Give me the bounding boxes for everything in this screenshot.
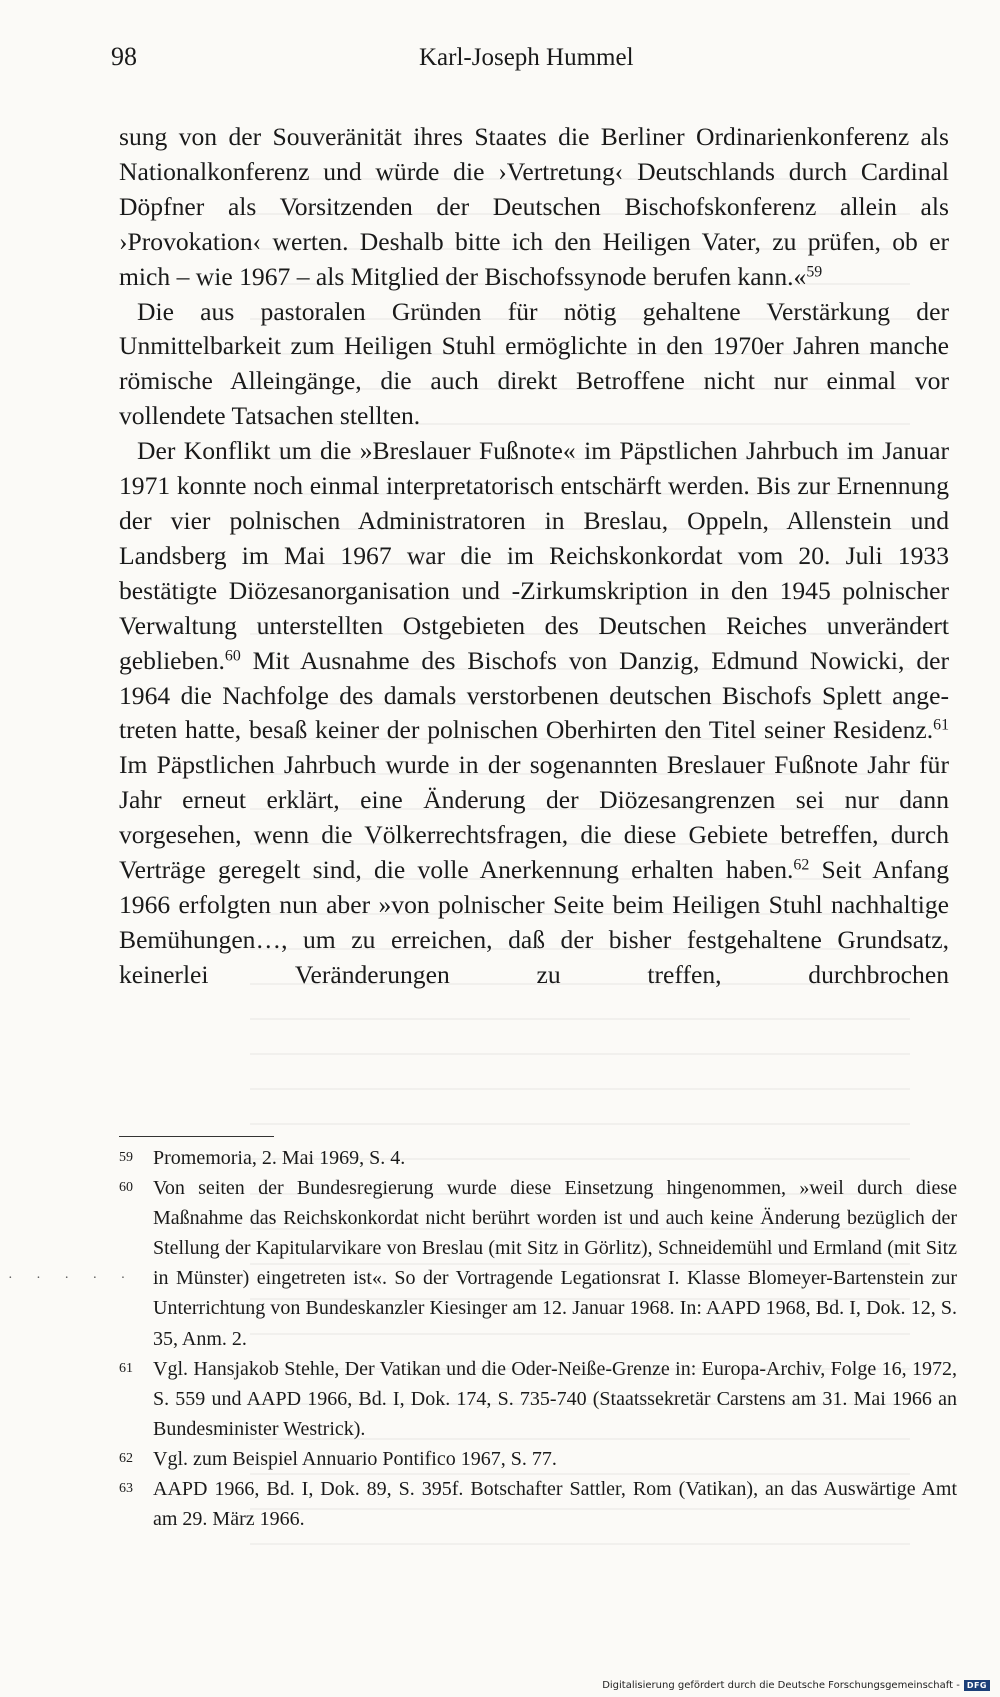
paragraph-3-text-a: Der Konflikt um die »Breslauer Fußnote« im Päpstlichen Jahrbuch im Januar 1971 konnte noch einmal interpretatorisch entschärft werden. Bis zur Ernennung der vier polnischen Administratoren in Breslau, Oppeln, Allenstein und Landsberg im Mai 1967 war die im Reichskonkordat vom 20. Juli 1933 bestätigte Diözesanorganisation und -Zirkumskription in den 1945 polnischer Verwaltung unterstellten Ostgebieten des Deutschen Reiches unverändert geblieben. <box>119 436 949 675</box>
main-text <box>119 120 949 993</box>
page-number: 98 <box>111 42 137 71</box>
footnote-ref-59: 59 <box>806 262 823 280</box>
paragraph-3 <box>119 434 949 993</box>
footnote-60 <box>119 1173 957 1354</box>
footnote-text: Vgl. Hansjakob Stehle, Der Vatikan und die Oder-Neiße-Grenze in: Europa-Archiv, Folge 16, 1972, S. 559 und AAPD 1966, Bd. I, Dok. 174, S. 735-740 (Staatssekretär Carstens am 31. Mai 1966 an Bundesminister Westrick). <box>153 1357 957 1440</box>
page-header <box>111 42 910 76</box>
paragraph-3-text-d: Seit Anfang 1966 erfolgten nun aber »von polnischer Seite beim Heiligen Stuhl nachhaltige Bemühungen…, um zu erreichen, daß der bisher festgehaltene Grundsatz, keinerlei Veränderungen zu treffen, durchbrochen <box>119 855 949 989</box>
credit-text: Digitalisierung gefördert durch die Deutsche Forschungsgemeinschaft - <box>602 1680 960 1691</box>
dfg-logo-icon: DFG <box>964 1680 990 1691</box>
digitization-credit <box>602 1680 990 1691</box>
footnote-number: 59 <box>119 1150 133 1165</box>
footnote-61 <box>119 1354 957 1444</box>
footnote-ref-60: 60 <box>224 646 241 664</box>
paragraph-1 <box>119 120 949 295</box>
running-head: Karl-Joseph Hummel <box>419 44 634 71</box>
paragraph-2: Die aus pastoralen Gründen für nötig gehaltene Verstärkung der Unmittelbarkeit zum Heiligen Stuhl ermöglichte in den 1970er Jahren manche römische Alleingänge, die auch direkt Betroffene nicht nur einmal vor vollendete Tatsachen stellten. <box>119 296 949 431</box>
footnote-separator <box>119 1136 274 1137</box>
footnote-text: Promemoria, 2. Mai 1969, S. 4. <box>153 1147 406 1169</box>
paragraph-3-text-b: Mit Ausnahme des Bischofs von Danzig, Edmund Nowicki, der 1964 die Nachfolge des damals verstorbenen deutschen Bischofs Splett angetreten hatte, besaß keiner der polnischen Oberhirten den Titel seiner Residenz. <box>119 645 949 745</box>
footnote-63 <box>119 1474 957 1534</box>
footnote-number: 63 <box>119 1481 133 1497</box>
footnote-number: 61 <box>119 1360 133 1376</box>
footnote-text: Von seiten der Bundesregierung wurde diese Einsetzung hingenommen, »weil durch diese Maßnahme das Reichskonkordat nicht berührt worden ist und auch keine Änderung bezüglich der Stellung der Kapitularvikare von Breslau (mit Sitz in Görlitz), Schneidemühl und Ermland (mit Sitz in Münster) eingetreten ist«. So der Vortragende Legationsrat I. Klasse Blomeyer-Bartenstein zur Unterrichtung von Bundeskanzler Kiesinger am 12. Januar 1968. In: AAPD 1968, Bd. I, Dok. 12, S. 35, Anm. 2. <box>153 1177 957 1350</box>
footnote-ref-61: 61 <box>933 716 949 734</box>
footnote-number: 62 <box>119 1450 133 1466</box>
footnote-text: Vgl. zum Beispiel Annuario Pontifico 1967, S. 77. <box>153 1447 557 1470</box>
scan-margin-dots: · · · · · <box>8 1271 136 1286</box>
footnote-59 <box>119 1143 957 1173</box>
footnote-text: AAPD 1966, Bd. I, Dok. 89, S. 395f. Botschafter Sattler, Rom (Vatikan), an das Auswärtige Amt am 29. März 1966. <box>153 1478 957 1531</box>
footnote-ref-62: 62 <box>793 856 810 874</box>
footnote-number: 60 <box>119 1180 133 1196</box>
footnotes <box>119 1143 957 1534</box>
paragraph-1-text: sung von der Souveränität ihres Staates die Berliner Ordinarienkonferenz als Nationalkonferenz und würde die ›Vertretung‹ Deutschlands durch Cardinal Döpfner als Vorsitzenden der Deutschen Bischofskonferenz allein als ›Provokation‹ werten. Deshalb bitte ich den Heiligen Vater, zu prüfen, ob er mich – wie 1967 – als Mitglied der Bischofssynode berufen kann.« <box>119 122 949 291</box>
paragraph-3-text-c: Im Päpstlichen Jahrbuch wurde in der sogenannten Breslauer Fußnote Jahr für Jahr erneut erklärt, eine Änderung der Diözesangrenzen sei nur dann vorgesehen, wenn die Völkerrechtsfragen, die diese Gebiete betreffen, durch Verträge geregelt sind, die volle Anerkennung erhalten haben. <box>119 750 949 885</box>
footnote-62 <box>119 1444 957 1474</box>
